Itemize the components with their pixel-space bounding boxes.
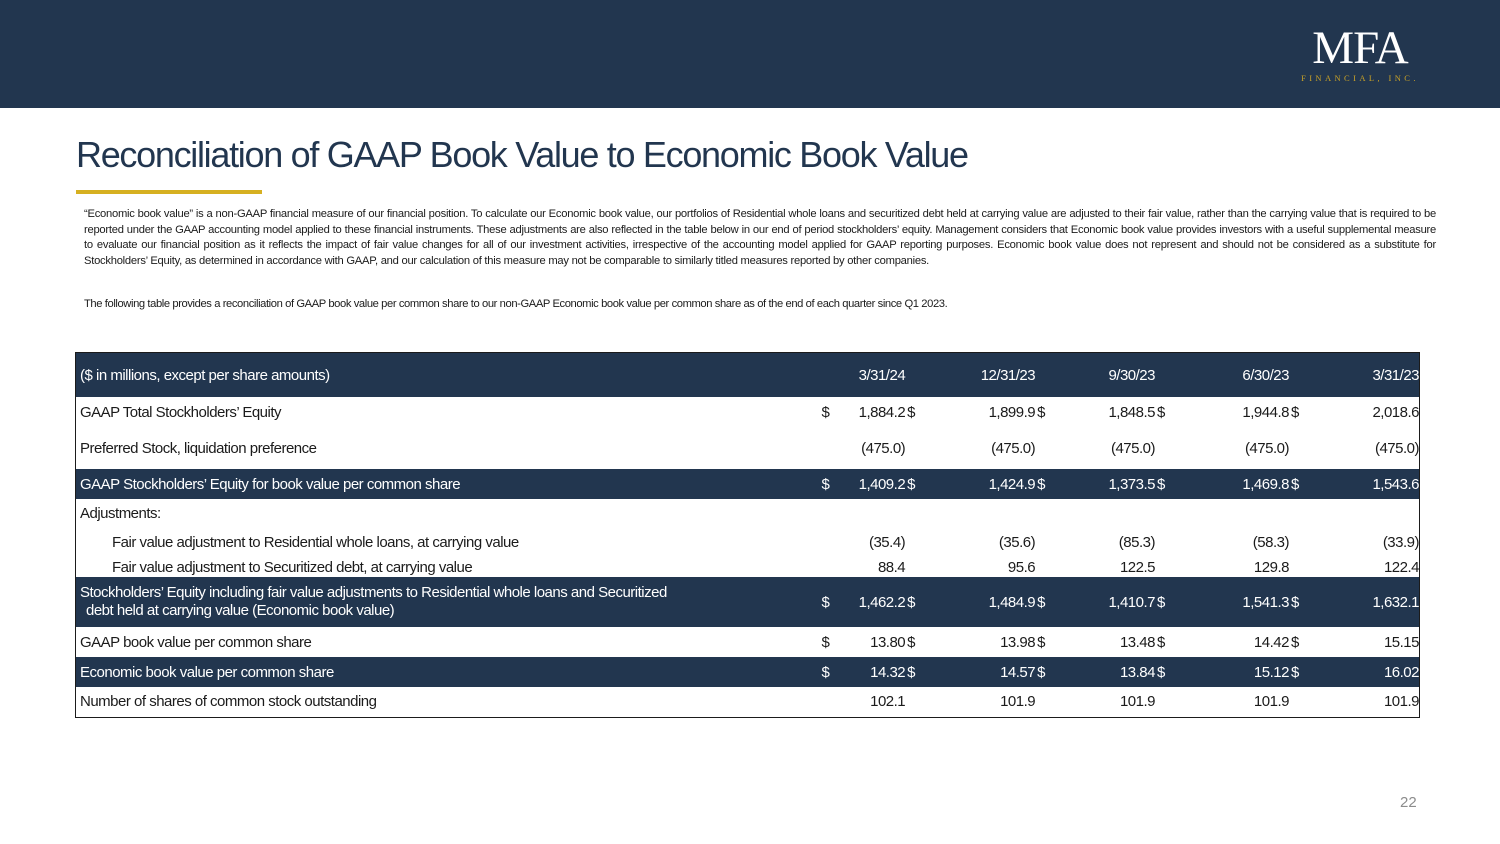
dollar-sign: $ (1290, 633, 1299, 651)
table-row (76, 397, 1419, 427)
cell-value: (475.0) (1374, 439, 1419, 457)
cell-value: 1,541.3 (1242, 593, 1289, 611)
table-row (76, 557, 1419, 577)
column-header: 3/31/23 (1372, 366, 1419, 384)
row-label: Number of shares of common stock outstanding (80, 692, 377, 710)
dollar-sign: $ (907, 633, 915, 651)
cell-value: 13.84 (1119, 663, 1155, 681)
table-row-highlight (76, 469, 1419, 499)
cell-value: 102.1 (870, 692, 906, 710)
cell-value: 88.4 (877, 558, 906, 576)
cell-value: 14.42 (1253, 633, 1289, 651)
cell-value: 2,018.6 (1372, 403, 1419, 421)
dollar-sign: $ (1290, 593, 1299, 611)
row-label: GAAP Total Stockholders’ Equity (80, 403, 282, 421)
dollar-sign: $ (1156, 633, 1165, 651)
dollar-sign: $ (1156, 663, 1165, 681)
column-header: 6/30/23 (1242, 366, 1289, 384)
dollar-sign: $ (1156, 403, 1165, 421)
table-row-highlight (76, 577, 1419, 627)
dollar-sign: $ (907, 663, 915, 681)
dollar-sign: $ (1037, 593, 1045, 611)
table-row (76, 499, 1419, 527)
intro-paragraph: “Economic book value” is a non-GAAP financial measure of our financial position. To calculate our Economic book value, our portfolios of Residential whole loans and securitized debt held at carrying value are adjusted to their fair value, rather than the carrying value that is required to be reported under the GAAP accounting model applied to these financial instruments. These adjustments are also reflected in the table below in our end of period stockholders’ equity. Management considers that Economic book value provides investors with a useful supplemental measure to evaluate our financial position as it reflects the impact of fair value changes for all of our investment activities, irrespective of the accounting model applied for GAAP reporting purposes. Economic book value does not represent and should not be considered as a substitute for Stockholders’ Equity, as determined in accordance with GAAP, and our calculation of this measure may not be comparable to similarly titled measures reported by other companies. (84, 208, 1436, 267)
dollar-sign: $ (1037, 475, 1045, 493)
cell-value: 15.15 (1383, 633, 1419, 651)
cell-value: 1,848.5 (1108, 403, 1155, 421)
reconciliation-table (75, 352, 1420, 718)
cell-value: 1,469.8 (1242, 475, 1289, 493)
cell-value: 14.57 (1000, 663, 1036, 681)
cell-value: 15.12 (1253, 663, 1289, 681)
row-label: Economic book value per common share (80, 663, 334, 681)
cell-value: 13.98 (1000, 633, 1036, 651)
row-label: Preferred Stock, liquidation preference (80, 439, 317, 457)
title-underline (76, 190, 262, 194)
cell-value: 1,484.9 (988, 593, 1036, 611)
column-header: 9/30/23 (1108, 366, 1155, 384)
dollar-sign: $ (1037, 663, 1045, 681)
row-label: Fair value adjustment to Securitized debt, at carrying value (112, 558, 473, 576)
cell-value: 1,632.1 (1372, 593, 1419, 611)
table-row (76, 427, 1419, 469)
dollar-sign: $ (907, 593, 915, 611)
cell-value: 101.9 (1383, 692, 1419, 710)
dollar-sign: $ (1037, 403, 1045, 421)
cell-value: 129.8 (1253, 558, 1289, 576)
dollar-sign: $ (907, 475, 915, 493)
cell-value: 1,899.9 (988, 403, 1036, 421)
cell-value: 122.4 (1383, 558, 1419, 576)
table-row (76, 687, 1419, 715)
dollar-sign: $ (1037, 633, 1045, 651)
cell-value: 13.80 (870, 633, 906, 651)
dollar-sign: $ (907, 403, 915, 421)
dollar-sign: $ (1290, 403, 1299, 421)
row-label: GAAP Stockholders’ Equity for book value per common share (80, 475, 461, 493)
column-header: 12/31/23 (980, 366, 1036, 384)
cell-value: 1,424.9 (988, 475, 1036, 493)
cell-value: (33.9) (1382, 533, 1419, 551)
row-label-line1: Stockholders’ Equity including fair value adjustments to Residential whole loans and Securitized (80, 584, 667, 601)
page-title: Reconciliation of GAAP Book Value to Economic Book Value (76, 134, 968, 175)
cell-value: 13.48 (1119, 633, 1155, 651)
cell-value: 101.9 (1253, 692, 1289, 710)
table-row-highlight (76, 657, 1419, 687)
cell-value: 1,410.7 (1108, 593, 1155, 611)
logo-tagline: FINANCIAL, INC. (1301, 73, 1419, 83)
page-number: 22 (1400, 794, 1417, 811)
row-label: GAAP book value per common share (80, 633, 312, 651)
cell-value: (475.0) (1244, 439, 1289, 457)
dollar-sign: $ (821, 475, 830, 493)
cell-value: 101.9 (1000, 692, 1036, 710)
row-label-line2: debt held at carrying value (Economic book value) (86, 602, 395, 619)
dollar-sign: $ (821, 633, 830, 651)
cell-value: (35.4) (868, 533, 906, 551)
dollar-sign: $ (1156, 593, 1165, 611)
cell-value: 1,944.8 (1242, 403, 1289, 421)
cell-value: 95.6 (1007, 558, 1036, 576)
cell-value: (475.0) (991, 439, 1036, 457)
company-logo (1295, 22, 1425, 83)
dollar-sign: $ (821, 403, 830, 421)
cell-value: 122.5 (1119, 558, 1155, 576)
table-row (76, 527, 1419, 557)
dollar-sign: $ (1156, 475, 1165, 493)
cell-value: 14.32 (870, 663, 906, 681)
intro-paragraph-2: The following table provides a reconciliation of GAAP book value per common share to our non-GAAP Economic book value per common share as of the end of each quarter since Q1 2023. (84, 298, 948, 310)
cell-value: 1,543.6 (1372, 475, 1419, 493)
cell-value: 101.9 (1119, 692, 1155, 710)
dollar-sign: $ (1290, 663, 1299, 681)
cell-value: 1,373.5 (1108, 475, 1155, 493)
header-band (0, 0, 1500, 108)
cell-value: (35.6) (998, 533, 1036, 551)
row-label (76, 577, 820, 627)
logo-mark: MFA (1312, 22, 1408, 74)
dollar-sign: $ (1290, 475, 1299, 493)
row-label: Adjustments: (80, 504, 161, 522)
cell-value: (475.0) (861, 439, 906, 457)
row-label: Fair value adjustment to Residential whole loans, at carrying value (112, 533, 519, 551)
table-row (76, 627, 1419, 657)
cell-value: (85.3) (1118, 533, 1155, 551)
column-header: 3/31/24 (858, 366, 906, 384)
header-label: ($ in millions, except per share amounts) (80, 366, 330, 384)
cell-value: (58.3) (1252, 533, 1289, 551)
cell-value: 1,409.2 (858, 475, 906, 493)
cell-value: 1,462.2 (858, 593, 906, 611)
dollar-sign: $ (821, 593, 830, 611)
cell-value: 16.02 (1383, 663, 1419, 681)
dollar-sign: $ (821, 663, 830, 681)
table-header-row (76, 353, 1419, 397)
cell-value: (475.0) (1110, 439, 1155, 457)
cell-value: 1,884.2 (858, 403, 906, 421)
